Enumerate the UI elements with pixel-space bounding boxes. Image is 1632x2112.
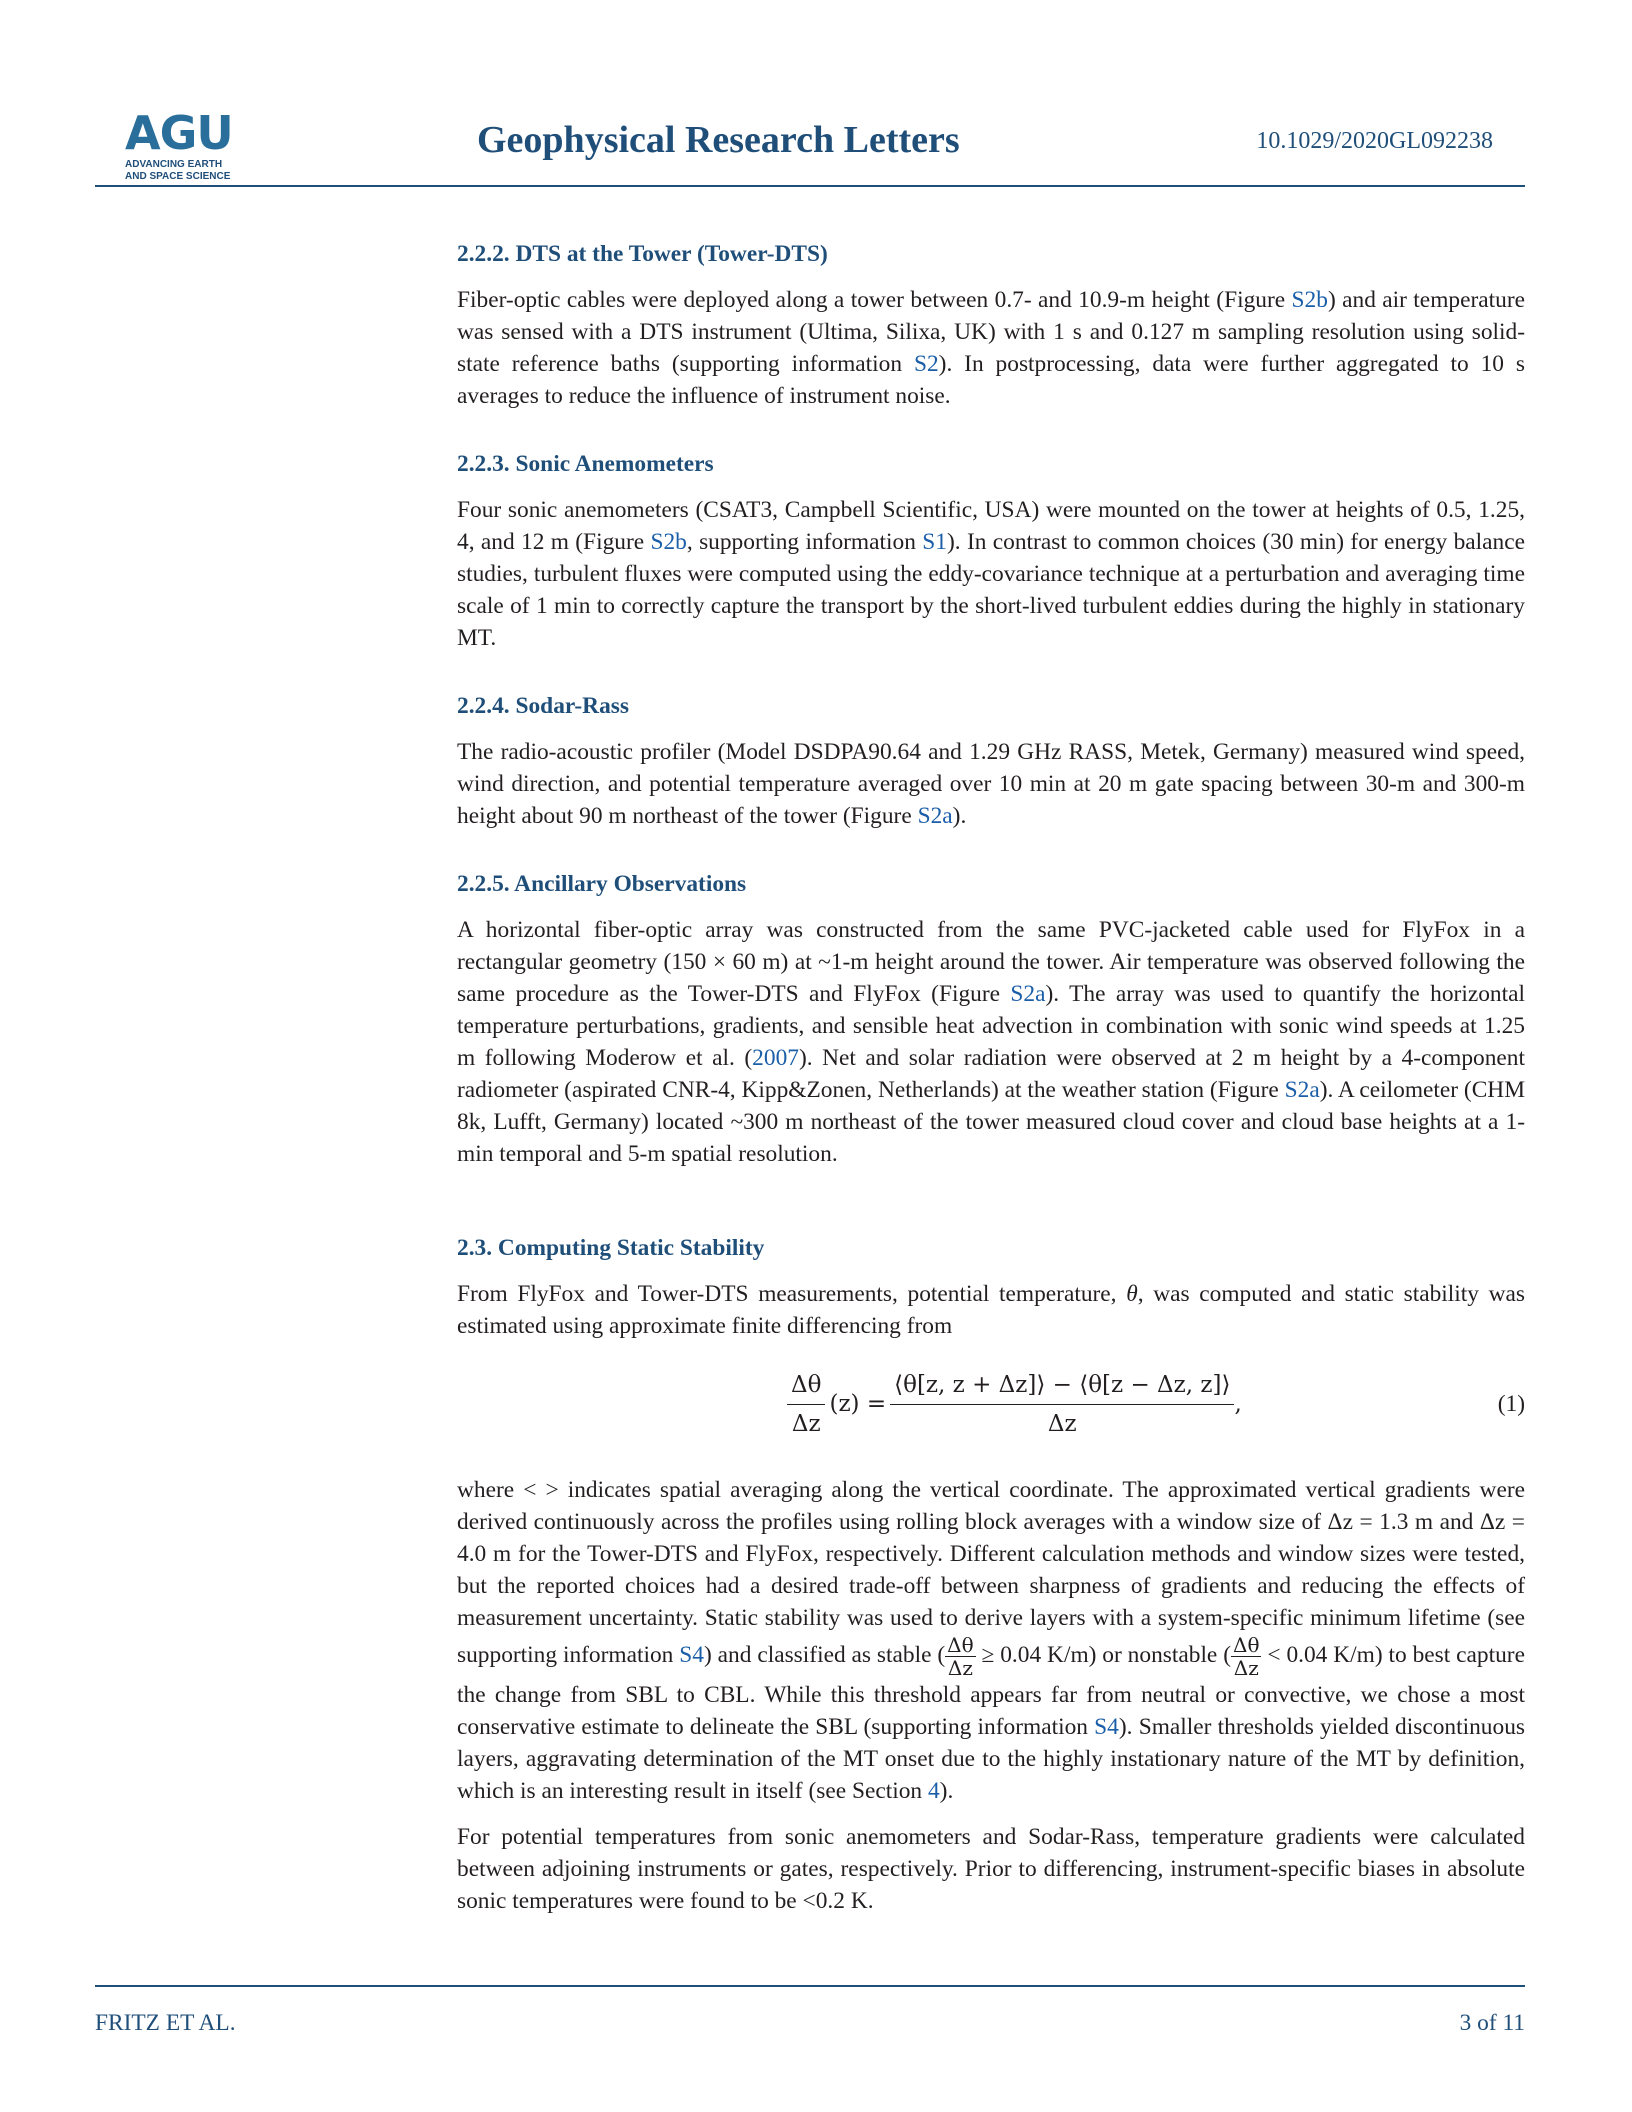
inline-gradient-fraction <box>945 1634 975 1679</box>
doi[interactable]: 10.1029/2020GL092238 <box>1256 128 1493 154</box>
text: , was computed and static stability was estimated using approximate finite differencing from <box>457 1281 1525 1339</box>
fraction-numerator: Δθ <box>947 1633 974 1657</box>
figure-link[interactable]: S2b <box>1291 287 1328 313</box>
text: ) and air temperature was sensed with a DTS instrument (Ultima, Silixa, UK) with 1 s and 0.127 m sampling resolution using solid-state reference baths (supporting information <box>457 287 1525 377</box>
text: ). In postprocessing, data were further aggregated to 10 s averages to reduce the influence of instrument noise. <box>457 351 1525 409</box>
fraction-denominator: Δz <box>947 1656 973 1680</box>
text: ). In contrast to common choices (30 min) for energy balance studies, turbulent fluxes were computed using the eddy-covariance technique at a perturbation and averaging time scale of 1 min to correctly capture the transport by the short-lived turbulent eddies during the highly in stationary MT. <box>457 529 1526 651</box>
lhs-argument: (z) = <box>829 1391 887 1417</box>
text: ). Smaller thresholds yielded discontinuous layers, aggravating determination of the MT onset due to the highly instationary nature of the MT by definition, which is an interesting result in itself (see Section <box>457 1714 1525 1804</box>
section-link[interactable]: 4 <box>927 1778 940 1804</box>
text: Four sonic anemometers (CSAT3, Campbell Scientific, USA) were mounted on the tower at heights of 0.5, 1.25, 4, and 12 m (Figure <box>457 497 1525 555</box>
text: ). The array was used to quantify the horizontal temperature perturbations, gradients, and sensible heat advection in combination with sonic wind speeds at 1.25 m following Moderow et al. ( <box>457 981 1525 1071</box>
text: ). <box>952 803 967 829</box>
text: From FlyFox and Tower-DTS measurements, potential temperature, <box>457 1281 1127 1307</box>
page-number: 3 of 11 <box>1459 2010 1525 2036</box>
agu-logo-tagline-2: AND SPACE SCIENCE <box>125 171 231 182</box>
footer-rule <box>95 1985 1525 1987</box>
rhs-numerator: ⟨θ[z, z + Δz]⟩ − ⟨θ[z − Δz, z]⟩ <box>890 1369 1234 1405</box>
fraction-denominator: Δz <box>1233 1656 1259 1680</box>
section-heading-2-2-3: 2.2.3. Sonic Anemometers <box>457 451 714 477</box>
citation-link[interactable]: 2007 <box>752 1045 799 1071</box>
theta-symbol: θ <box>1126 1281 1138 1307</box>
text: ). <box>939 1778 954 1804</box>
text: ) and classified as stable ( <box>703 1641 946 1668</box>
equation-comma: , <box>1234 1391 1242 1417</box>
text: < 0.04 K/m) to best capture the change from SBL to CBL. While this threshold appears far from neutral or convective, we chose a most conservative estimate to delineate the SBL (supporting information <box>457 1641 1525 1740</box>
equation-1 <box>457 1356 1525 1452</box>
paragraph-sonic-anemometers <box>457 494 1525 654</box>
paragraph-sonic-sodar-gradients: For potential temperatures from sonic anemometers and Sodar-Rass, temperature gradients were calculated between adjoining instruments or gates, respectively. Prior to differencing, instrument-specific biases in absolute sonic temperatures were found to be <0.2 K. <box>457 1824 1525 1914</box>
equation-body <box>787 1356 1242 1452</box>
equation-number: (1) <box>1497 1391 1525 1417</box>
figure-link[interactable]: S2a <box>917 803 953 829</box>
supporting-info-link[interactable]: S4 <box>1094 1714 1119 1740</box>
supporting-info-link[interactable]: S1 <box>922 529 947 555</box>
text: A horizontal fiber-optic array was constructed from the same PVC-jacketed cable used for FlyFox in a rectangular geometry (150 × 60 m) at ~1-m height around the tower. Air temperature was observed following the same procedure as the Tower-DTS and FlyFox (Figure <box>457 917 1525 1007</box>
rhs-fraction <box>890 1369 1234 1440</box>
journal-title: Geophysical Research Letters <box>477 119 960 161</box>
header-rule <box>95 185 1525 187</box>
text: , supporting information <box>686 529 923 555</box>
paragraph-stability-intro <box>457 1278 1525 1342</box>
text: ≥ 0.04 K/m) or nonstable ( <box>975 1641 1231 1668</box>
section-heading-2-2-5: 2.2.5. Ancillary Observations <box>457 871 747 897</box>
text: where < > indicates spatial averaging along the vertical coordinate. The approximated vertical gradients were derived continuously across the profiles using rolling block averages with a window size of Δz = 1.3 m and Δz = 4.0 m for the Tower-DTS and FlyFox, respectively. Different calculation methods and window sizes were tested, but the reported choices had a desired trade-off between sharpness of gradients and reducing the effects of measurement uncertainty. Static stability was used to derive layers with a system-specific minimum lifetime (see supporting information <box>457 1477 1525 1668</box>
text: Fiber-optic cables were deployed along a tower between 0.7- and 10.9-m height (Figure <box>457 287 1292 313</box>
agu-logo <box>125 106 235 183</box>
paragraph-tower-dts <box>457 284 1525 412</box>
section-heading-2-2-2: 2.2.2. DTS at the Tower (Tower-DTS) <box>457 241 828 267</box>
article-body <box>457 238 1525 1953</box>
supporting-info-link[interactable]: S2 <box>913 351 939 377</box>
section-heading-2-3: 2.3. Computing Static Stability <box>457 1235 765 1261</box>
supporting-info-link[interactable]: S4 <box>679 1641 704 1668</box>
lhs-denominator: Δz <box>791 1410 821 1437</box>
text: ). A ceilometer (CHM 8k, Lufft, Germany) located ~300 m northeast of the tower measured cloud cover and cloud base heights at a 1-min temporal and 5-m spatial resolution. <box>457 1077 1526 1167</box>
text: The radio-acoustic profiler (Model DSDPA90.64 and 1.29 GHz RASS, Metek, Germany) measured wind speed, wind direction, and potential temperature averaged over 10 min at 20 m gate spacing between 30-m and 300-m height about 90 m northeast of the tower (Figure <box>457 739 1525 829</box>
rhs-denominator: Δz <box>1047 1410 1077 1437</box>
inline-gradient-fraction <box>1231 1634 1261 1679</box>
agu-logo-tagline-1: ADVANCING EARTH <box>125 159 223 170</box>
agu-logo-mark: AGU <box>125 106 233 160</box>
figure-link[interactable]: S2a <box>1284 1077 1320 1103</box>
figure-link[interactable]: S2b <box>650 529 687 555</box>
section-spacer <box>457 1206 1525 1232</box>
paragraph-stability-method <box>457 1474 1525 1807</box>
lhs-numerator: Δθ <box>787 1369 825 1405</box>
paragraph-ancillary-observations <box>457 914 1525 1170</box>
text: ). Net and solar radiation were observed at 2 m height by a 4-component radiometer (aspirated CNR-4, Kipp&Zonen, Netherlands) at the weather station (Figure <box>457 1045 1525 1103</box>
fraction-numerator: Δθ <box>1233 1633 1260 1657</box>
lhs-fraction <box>787 1369 825 1440</box>
paragraph-sodar-rass <box>457 736 1525 832</box>
page-header <box>95 100 1525 190</box>
section-heading-2-2-4: 2.2.4. Sodar-Rass <box>457 693 629 719</box>
footer-authors: FRITZ ET AL. <box>95 2010 236 2036</box>
figure-link[interactable]: S2a <box>1010 981 1046 1007</box>
